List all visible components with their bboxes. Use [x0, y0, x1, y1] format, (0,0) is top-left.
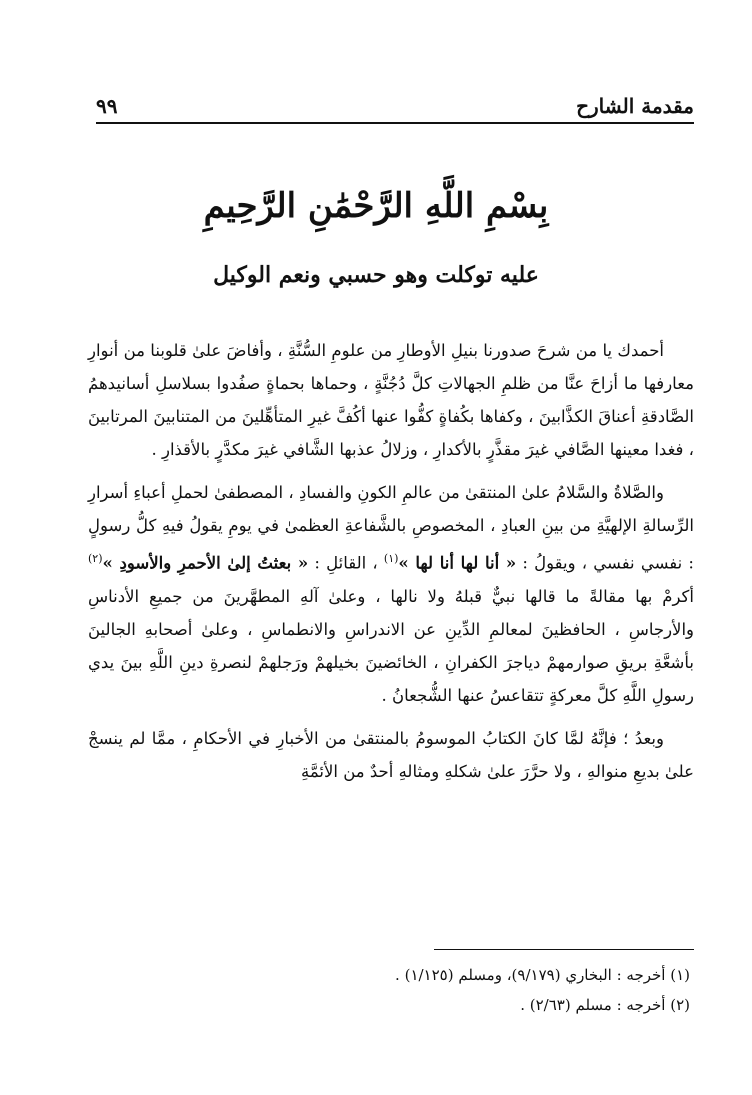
running-title: مقدمة الشارح: [576, 94, 694, 118]
footnotes: [88, 960, 690, 1020]
footnote-ref-1: (١): [383, 552, 399, 565]
hadith-quote-2: « بعثتُ إلىٰ الأحمرِ والأسودِ »: [102, 553, 309, 573]
hadith-quote-1: « أنا لها أنا لها »: [398, 553, 517, 573]
page-number: ٩٩: [96, 94, 118, 118]
footnote-ref-2: (٢): [88, 552, 103, 565]
paragraph-2-end: أكرمْ بها مقالةً ما قالها نبيٌّ قبلهُ ولا نالها ، وعلىٰ آلهِ المطهَّرينَ من جميعِ الأدناسِ والأرجاسِ ، الحافظينَ لمعالمِ الدِّينِ عن الاندراسِ والانطماسِ ، وعلىٰ أصحابهِ الجالينَ بأشعَّةِ بريقِ صوارمهمْ دياجرَ الكفرانِ ، الخائضينَ بخيلهمْ ورَجلهمْ لنصرةِ دينِ اللَّهِ بينَ يدي رسولِ اللَّهِ كلَّ معركةٍ تتقاعسُ عنها الشُّجعانُ .: [88, 586, 694, 705]
main-text: [88, 334, 694, 798]
footnote-divider: [434, 949, 694, 950]
paragraph-3: وبعدُ ؛ فإنَّهُ لمَّا كانَ الكتابُ الموسومُ بالمنتقىٰ من الأخبارِ في الأحكامِ ، ممَّا لم ينسجْ علىٰ بديعِ منوالهِ ، ولا حرَّرَ علىٰ شكلهِ ومثالهِ أحدٌ من الأئمَّةِ: [88, 728, 694, 781]
paragraph-1: أحمدك يا من شرحَ صدورنا بنيلِ الأوطارِ من علومِ السُّنَّةِ ، وأفاضَ علىٰ قلوبنا من أنوارِ معارفها ما أزاحَ عنَّا من ظلمِ الجهالاتِ كلَّ دُجُنَّةٍ ، وحماها بحماةٍ صفُدوا بسلاسلِ أسانيدهمُ الصَّادقةِ أعناقَ الكذَّابينَ ، وكفاها بكُفاةٍ كفُّوا عنها أكُفَّ غيرِ المتأهِّلينَ من المتنابينَ المرتابينَ ، فغدا معينها الصَّافي غيرَ مقذَّرٍ بالأكدارِ ، وزلالُ عذبها الشَّافي غيرَ مكدَّرٍ بالأقذارِ .: [88, 341, 694, 459]
footnote-1: (١) أخرجه : البخاري (٩/١٧٩)، ومسلم (١/١٢٥) .: [395, 966, 690, 984]
basmala: بِسْمِ اللَّهِ الرَّحْمَٰنِ الرَّحِيمِ: [203, 186, 549, 226]
subheading: عليه توكلت وهو حسبي ونعم الوكيل: [213, 262, 539, 288]
paragraph-2-intro: والصَّلاةُ والسَّلامُ علىٰ المنتقىٰ من عالمِ الكونِ والفسادِ ، المصطفىٰ لحملِ أعباءِ أسرارِ الرِّسالةِ الإلهيَّةِ من بينِ العبادِ ، المخصوصِ بالشَّفاعةِ العظمىٰ في يومِ يقولُ فيهِ كلُّ رسولٍ : نفسي نفسي ، ويقولُ :: [88, 483, 694, 573]
footnote-2: (٢) أخرجه : مسلم (٢/٦٣) .: [520, 996, 690, 1014]
paragraph-2-mid: ، القائلِ :: [314, 553, 378, 573]
paragraph-2: [88, 476, 694, 712]
page-header: [96, 86, 694, 124]
